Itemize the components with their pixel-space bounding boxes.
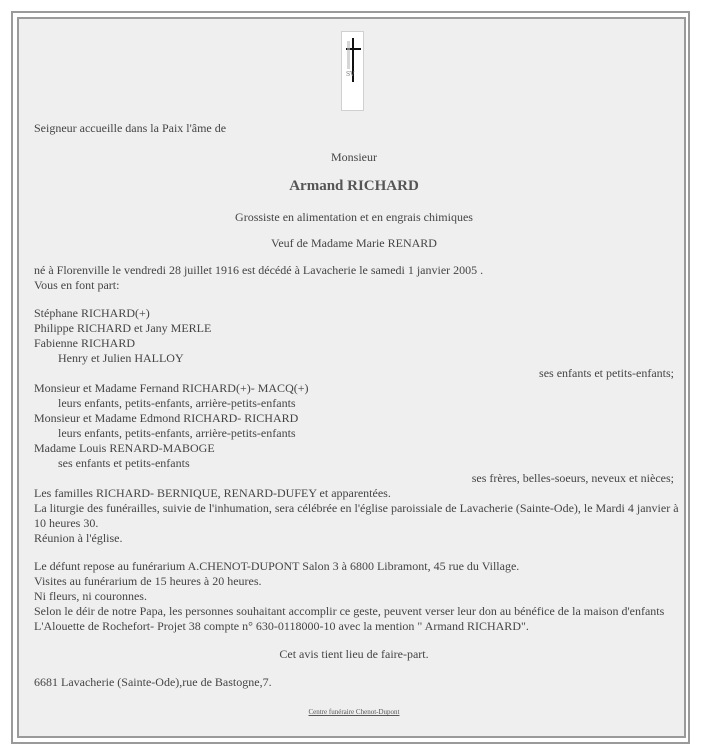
child-3: Fabienne RICHARD <box>34 336 135 350</box>
widow-line: Veuf de Madame Marie RENARD <box>271 236 437 250</box>
sibling-2-sub: leurs enfants, petits-enfants, arrière-petits-enfants <box>58 426 296 440</box>
sibling-3: Madame Louis RENARD-MABOGE <box>34 441 215 455</box>
sibling-2: Monsieur et Madame Edmond RICHARD- RICHARD <box>34 411 299 425</box>
liturgy-line-2: 10 heures 30. <box>34 516 99 530</box>
sibling-1-sub: leurs enfants, petits-enfants, arrière-petits-enfants <box>58 396 296 410</box>
birth-death-line: né à Florenville le vendredi 28 juillet 1916 est décédé à Lavacherie le samedi 1 janvier 2005 . <box>34 263 484 277</box>
rest-line-4: Selon le déir de notre Papa, les personnes souhaitant accomplir ce geste, peuvent verser leur don au bénéfice de la maison d'enfants <box>34 604 665 618</box>
rest-line-1: Le défunt repose au funérarium A.CHENOT-DUPONT Salon 3 à 6800 Libramont, 45 rue du Village. <box>34 559 520 573</box>
child-2: Philippe RICHARD et Jany MERLE <box>34 321 212 335</box>
intro-text: Seigneur accueille dans la Paix l'âme de <box>34 121 227 135</box>
rest-line-3: Ni fleurs, ni couronnes. <box>34 589 147 603</box>
deceased-name: Armand RICHARD <box>289 178 419 194</box>
announce-line: Vous en font part: <box>34 278 120 292</box>
liturgy-line-1: La liturgie des funérailles, suivie de l'inhumation, sera célébrée en l'église paroissiale de Lavacherie (Sainte-Ode), le Mardi 4 janvier à <box>34 501 679 515</box>
honorific: Monsieur <box>331 150 377 164</box>
rest-line-2: Visites au funérarium de 15 heures à 20 heures. <box>34 574 262 588</box>
sibling-1: Monsieur et Madame Fernand RICHARD(+)- MACQ(+) <box>34 381 309 395</box>
meeting-line: Réunion à l'église. <box>34 531 123 545</box>
families-line: Les familles RICHARD- BERNIQUE, RENARD-DUFEY et apparentées. <box>34 486 391 500</box>
rest-line-5: L'Alouette de Rochefort- Projet 38 compte n° 630-0118000-10 avec la mention " Armand RICHARD". <box>34 619 529 633</box>
svg-text:SV: SV <box>346 71 355 78</box>
child-1: Stéphane RICHARD(+) <box>34 306 150 320</box>
profession: Grossiste en alimentation et en engrais chimiques <box>235 210 473 224</box>
sibling-3-sub: ses enfants et petits-enfants <box>58 456 190 470</box>
death-notice <box>34 30 679 720</box>
funeral-center-link[interactable]: Centre funéraire Chenot-Dupont <box>308 708 400 716</box>
notice-line: Cet avis tient lieu de faire-part. <box>279 647 429 661</box>
grandchildren: Henry et Julien HALLOY <box>58 351 184 365</box>
siblings-caption: ses frères, belles-soeurs, neveux et nièces; <box>471 471 674 485</box>
address-line: 6681 Lavacherie (Sainte-Ode),rue de Bastogne,7. <box>34 675 272 689</box>
children-caption: ses enfants et petits-enfants; <box>539 366 674 380</box>
